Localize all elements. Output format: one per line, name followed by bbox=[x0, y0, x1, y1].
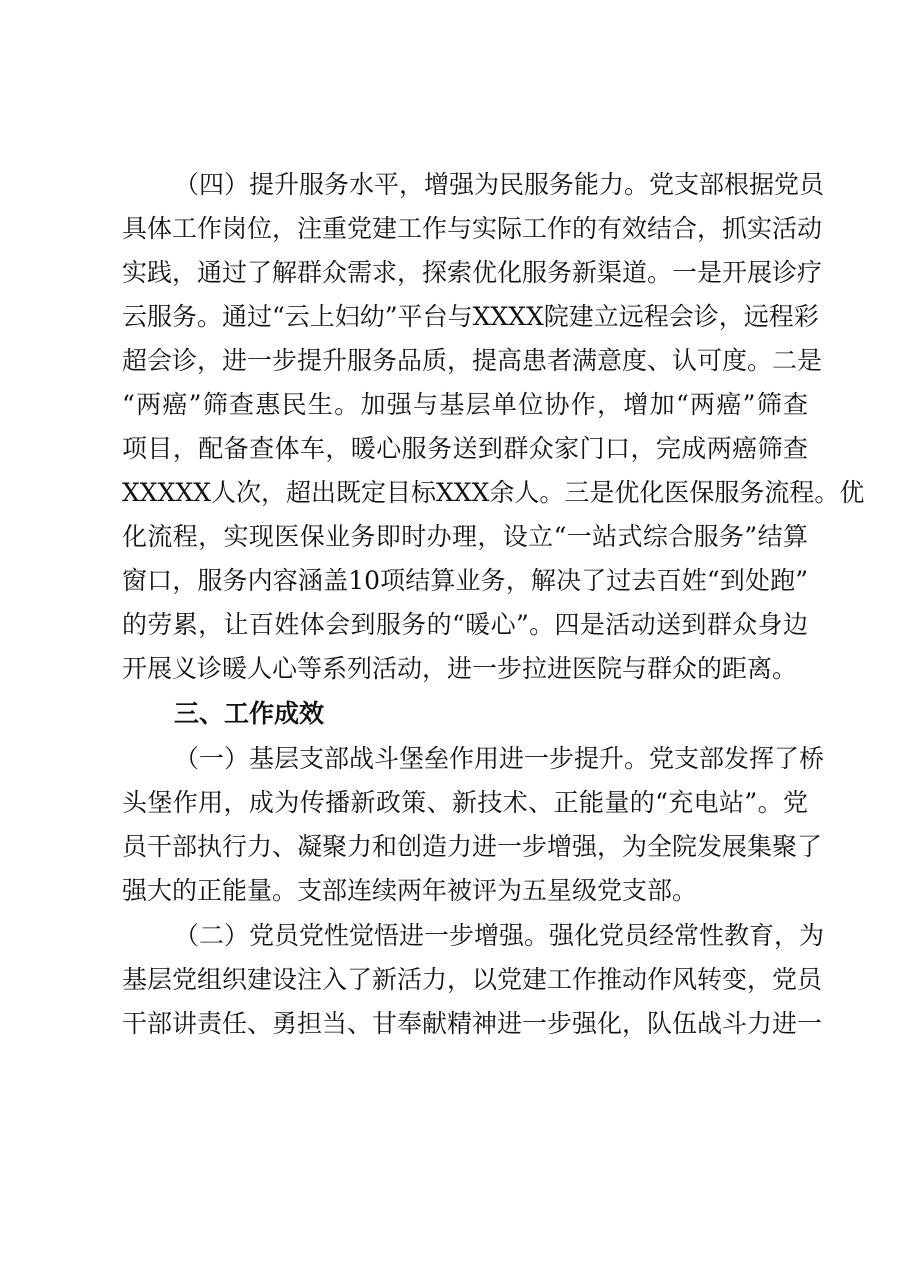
section-four-line-4: 云服务。通过“云上妇幼”平台与XXXX院建立远程会诊，远程彩 bbox=[122, 302, 819, 331]
result-two-line-3: 干部讲责任、勇担当、甘奉献精神进一步强化，队伍战斗力进一 bbox=[122, 1009, 823, 1038]
result-two-line-2: 基层党组织建设注入了新活力，以党建工作推动作风转变，党员 bbox=[122, 965, 823, 994]
section-four-line-12: 开展义诊暖人心等系列活动，进一步拉进医院与群众的距离。 bbox=[122, 654, 798, 683]
result-two-line-1: （二）党员党性觉悟进一步增强。强化党员经常性教育，为 bbox=[174, 921, 825, 950]
section-four-line-10: 窗口，服务内容涵盖10项结算业务，解决了过去百姓“到处跑” bbox=[122, 566, 808, 595]
result-one-line-4: 强大的正能量。支部连续两年被评为五星级党支部。 bbox=[122, 876, 698, 905]
section-four-line-11: 的劳累，让百姓体会到服务的“暖心”。四是活动送到群众身边 bbox=[122, 610, 808, 639]
section-four-line-2: 具体工作岗位，注重党建工作与实际工作的有效结合，抓实活动 bbox=[122, 214, 823, 243]
result-one-line-3: 员干部执行力、凝聚力和创造力进一步增强，为全院发展集聚了 bbox=[122, 832, 823, 861]
section-four-line-7: 项目，配备查体车，暖心服务送到群众家门口，完成两癌筛查 bbox=[122, 434, 808, 463]
section-four-line-5: 超会诊，进一步提升服务品质，提高患者满意度、认可度。二是 bbox=[122, 346, 823, 375]
section-four-line-1: （四）提升服务水平，增强为民服务能力。党支部根据党员 bbox=[174, 170, 825, 199]
section-four-line-9: 化流程，实现医保业务即时办理，设立“一站式综合服务”结算 bbox=[122, 522, 808, 551]
section-heading-results: 三、工作成效 bbox=[174, 699, 325, 728]
result-one-line-2: 头堡作用，成为传播新政策、新技术、正能量的“充电站”。党 bbox=[122, 788, 808, 817]
section-four-line-6: “两癌”筛查惠民生。加强与基层单位协作，增加“两癌”筛查 bbox=[122, 390, 808, 419]
section-four-line-3: 实践，通过了解群众需求，探索优化服务新渠道。一是开展诊疗 bbox=[122, 258, 823, 287]
result-one-line-1: （一）基层支部战斗堡垒作用进一步提升。党支部发挥了桥 bbox=[174, 744, 825, 773]
section-four-line-8: XXXXX人次，超出既定目标XXX余人。三是优化医保服务流程。优 bbox=[122, 478, 865, 507]
